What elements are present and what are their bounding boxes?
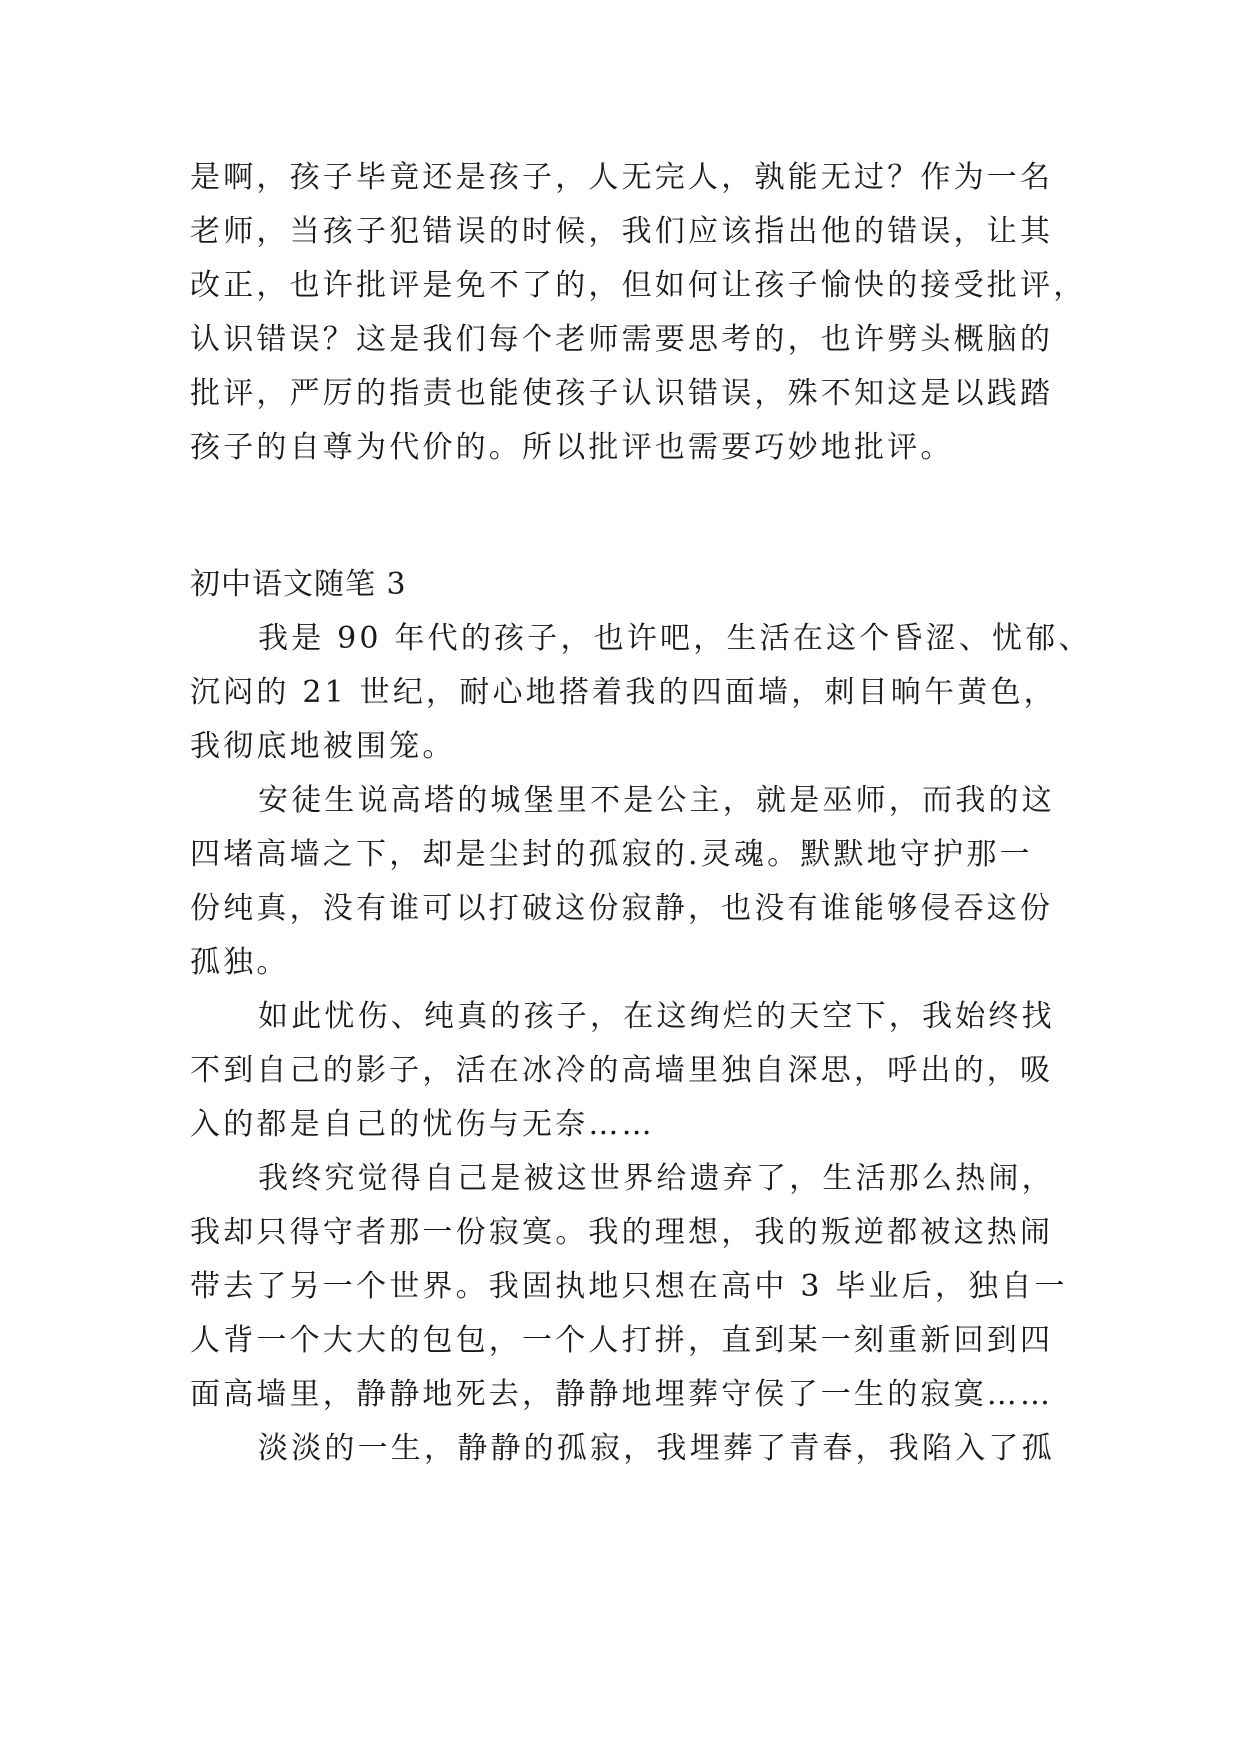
text-line: 是啊，孩子毕竟还是孩子，人无完人，孰能无过？作为一名 — [190, 160, 1054, 195]
paragraph-line: 如此忧伤、纯真的孩子，在这绚烂的天空下，我始终找 — [258, 999, 1055, 1034]
paragraph-line: 孤独。 — [190, 945, 290, 980]
paragraph-line: 份纯真，没有谁可以打破这份寂静，也没有谁能够侵吞这份 — [190, 891, 1054, 926]
text-line: 批评，严厉的指责也能使孩子认识错误，殊不知这是以践踏 — [190, 376, 1054, 411]
text-line: 认识错误？这是我们每个老师需要思考的，也许劈头概脑的 — [190, 322, 1054, 357]
paragraph-line: 我却只得守者那一份寂寞。我的理想，我的叛逆都被这热闹 — [190, 1215, 1054, 1250]
paragraph-line: 四堵高墙之下，却是尘封的孤寂的.灵魂。默默地守护那一 — [190, 837, 1033, 872]
paragraph-line: 带去了另一个世界。我固执地只想在高中 3 毕业后，独自一 — [190, 1269, 1068, 1304]
paragraph-line: 淡淡的一生，静静的孤寂，我埋葬了青春，我陷入了孤 — [258, 1431, 1055, 1466]
paragraph-line: 安徒生说高塔的城堡里不是公主，就是巫师，而我的这 — [258, 783, 1055, 818]
section-title: 初中语文随笔 3 — [190, 567, 407, 602]
paragraph-line: 人背一个大大的包包，一个人打拼，直到某一刻重新回到四 — [190, 1323, 1054, 1358]
paragraph-line: 我终究觉得自己是被这世界给遗弃了，生活那么热闹， — [258, 1161, 1055, 1196]
paragraph-line: 面高墙里，静静地死去，静静地埋葬守侯了一生的寂寞…… — [190, 1377, 1054, 1412]
paragraph-line: 不到自己的影子，活在冰冷的高墙里独自深思，呼出的，吸 — [190, 1053, 1054, 1088]
text-line: 孩子的自尊为代价的。所以批评也需要巧妙地批评。 — [190, 430, 954, 465]
text-line: 老师，当孩子犯错误的时候，我们应该指出他的错误，让其 — [190, 214, 1054, 249]
paragraph-line: 我是 90 年代的孩子，也许吧，生活在这个昏涩、忧郁、 — [258, 621, 1092, 656]
paragraph-line: 沉闷的 21 世纪，耐心地搭着我的四面墙，刺目晌午黄色， — [190, 675, 1057, 710]
paragraph-line: 入的都是自己的忧伤与无奈…… — [190, 1107, 655, 1142]
text-line: 改正，也许批评是免不了的，但如何让孩子愉快的接受批评， — [190, 268, 1087, 303]
paragraph-line: 我彻底地被围笼。 — [190, 729, 456, 764]
